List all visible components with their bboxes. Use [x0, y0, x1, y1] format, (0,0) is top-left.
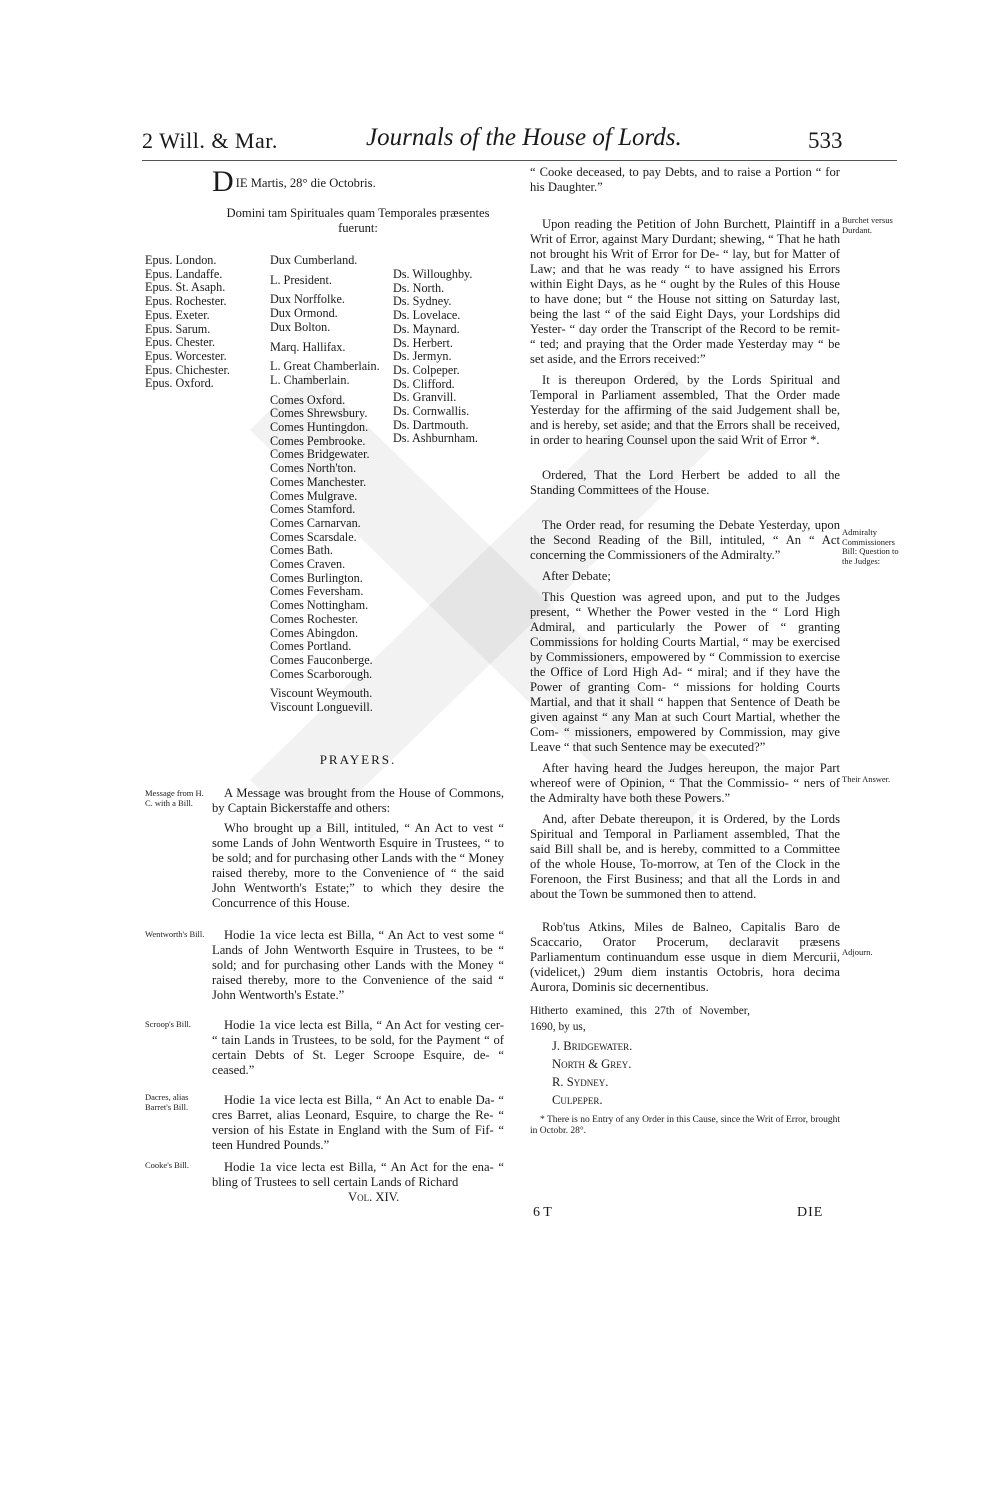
dacres-paragraph: Hodie 1a vice lecta est Billa, “ An Act to enable Da- “ cres Barret, alias Leonard, Esquire, to charge the Re- “ version of his Estate in England with the Sum of Fif- “ teen Hundred Pounds.”	[212, 1093, 504, 1152]
question-paragraph: This Question was agreed upon, and put to the Judges present, “ Whether the Power vested in the “ Lord High Admiral, and particularly the Power of “ granting Commissions for holding Courts Martial, “ may be exercised by Commissioners, empowered by “ Commission to exercise the Office of Lord High Ad- “ miral; and if they have the Power of granting Com- “ missions for holding Courts Martial, and that it shall “ happen that Sentence of Death be given against “ any Man at such Court Martial, whether the Com- “ missioners, empowered by Commission, may give Leave “ that such Sentence may be executed?”	[530, 590, 840, 754]
peer-entry: L. Great Chamberlain.	[270, 359, 380, 374]
baron-entry: Ds. Sydney.	[393, 294, 452, 309]
peer-entry: Viscount Weymouth.	[270, 686, 373, 701]
volume-note: Vol. XIV.	[348, 1190, 400, 1204]
running-head-regnal-year: 2 Will. & Mar.	[142, 128, 278, 153]
bishop-entry: Epus. St. Asaph.	[145, 280, 226, 295]
peer-entry: Dux Bolton.	[270, 319, 331, 334]
bishop-entry: Epus. Chester.	[145, 335, 216, 350]
peer-entry: Comes Bath.	[270, 543, 333, 558]
attendance-list-bishops	[145, 254, 230, 391]
sitting-date-text: IE Martis, 28° die Octobris.	[235, 176, 376, 190]
attendance-heading: Domini tam Spirituales quam Temporales præsentes fuerunt:	[226, 206, 490, 235]
peer-entry: Comes Mulgrave.	[270, 488, 358, 503]
header-rule	[142, 160, 897, 161]
peer-entry: Comes Burlington.	[270, 570, 363, 585]
peer-entry: Comes Pembrooke.	[270, 433, 366, 448]
bishop-entry: Epus. Oxford.	[145, 376, 214, 391]
after-debate: After Debate;	[542, 569, 611, 583]
margin-note-admiralty: Admiralty Commissioners Bill: Question to the Judges:	[842, 527, 899, 566]
peer-entry: Comes Bridgewater.	[270, 447, 370, 462]
attendance-list-barons	[393, 268, 478, 446]
bishop-entry: Epus. Rochester.	[145, 294, 227, 309]
baron-entry: Ds. Jermyn.	[393, 349, 452, 364]
peer-entry: Comes Huntingdon.	[270, 420, 369, 435]
cooke-continuation: “ Cooke deceased, to pay Debts, and to raise a Portion “ for his Daughter.”	[530, 165, 840, 194]
bishop-entry: Epus. Sarum.	[145, 321, 211, 336]
judges-paragraph: After having heard the Judges hereupon, the major Part whereof were of Opinion, “ That the Commissio- “ ners of the Admiralty have both these Powers.”	[530, 761, 840, 805]
message-paragraph-2: Who brought up a Bill, intituled, “ An Act to vest “ some Lands of John Wentworth Esquire in Trustees, “ to be sold; and for purchasing other Lands with the “ Money raised thereby, more to the Convenience of “ the said John Wentworth's Estate;” to which they desire the Concurrence of this House.	[212, 821, 504, 910]
entry-dacres	[212, 1093, 504, 1158]
margin-note-message: Message from H. C. with a Bill.	[145, 788, 204, 808]
peer-entry: Comes Stamford.	[270, 502, 356, 517]
page-number: 533	[808, 128, 843, 153]
peer-entry: Comes Portland.	[270, 639, 352, 654]
margin-note-wentworth: Wentworth's Bill.	[145, 929, 205, 939]
signatory: North & Grey.	[552, 1057, 632, 1071]
entry-scroop	[212, 1018, 504, 1083]
attendance-list-peers	[270, 254, 380, 715]
baron-entry: Ds. Willoughby.	[393, 267, 473, 281]
peer-entry: Comes Craven.	[270, 557, 346, 572]
baron-entry: Ds. Clifford.	[393, 376, 455, 391]
baron-entry: Ds. Herbert.	[393, 335, 453, 350]
peer-entry: Comes North'ton.	[270, 461, 357, 476]
peer-entry: Marq. Hallifax.	[270, 339, 346, 354]
margin-note-burchett: Burchet versus Durdant.	[842, 215, 893, 235]
peer-entry: Comes Nottingham.	[270, 598, 369, 613]
bishop-entry: Epus. Exeter.	[145, 307, 210, 322]
peer-entry: Comes Shrewsbury.	[270, 406, 368, 421]
signatory: Culpeper.	[552, 1093, 603, 1107]
order-read-paragraph: The Order read, for resuming the Debate Yesterday, upon the Second Reading of the Bill, intituled, “ An “ Act concerning the Commissioners of the Admiralty.”	[530, 518, 840, 562]
cooke-paragraph: Hodie 1a vice lecta est Billa, “ An Act for the ena- “ bling of Trustees to sell certain Lands of Richard	[212, 1160, 504, 1189]
peer-entry: Comes Abingdon.	[270, 625, 359, 640]
margin-note-dacres: Dacres, alias Barret's Bill.	[145, 1092, 189, 1112]
peer-entry: L. President.	[270, 272, 332, 287]
baron-entry: Ds. Lovelace.	[393, 308, 461, 323]
signatories	[530, 1037, 840, 1109]
running-head-title: Journals of the House of Lords.	[366, 124, 682, 151]
bishop-entry: Epus. Landaffe.	[145, 266, 223, 281]
margin-note-answer: Their Answer.	[842, 774, 891, 784]
peer-entry: Comes Feversham.	[270, 584, 364, 599]
peer-entry: Viscount Longuevill.	[270, 700, 373, 715]
ordered-paragraph: It is thereupon Ordered, by the Lords Spiritual and Temporal in Parliament assembled, That the Order made Yesterday for the affirming of the said Judgement shall be, and is hereby, set aside; and that the Errors shall be received, in order to hearing Counsel upon the said Writ of Error *.	[530, 373, 840, 447]
baron-entry: Ds. Cornwallis.	[393, 404, 470, 419]
herbert-paragraph: Ordered, That the Lord Herbert be added to all the Standing Committees of the House.	[530, 468, 840, 497]
catchword: DIE	[797, 1205, 824, 1220]
examined-line: Hitherto examined, this 27th of November, 1690, by us,	[530, 1005, 750, 1033]
peer-entry: Comes Scarborough.	[270, 666, 373, 681]
peer-entry: Comes Carnarvan.	[270, 515, 361, 530]
entry-message	[212, 786, 504, 916]
margin-note-adjourn: Adjourn.	[842, 947, 873, 957]
baron-entry: Ds. Dartmouth.	[393, 417, 469, 432]
margin-note-scroop: Scroop's Bill.	[145, 1019, 191, 1029]
adjourn-paragraph: Rob'tus Atkins, Miles de Balneo, Capitalis Baro de Scaccario, Orator Procerum, declaravit præsens Parliamentum continuandum esse usque in diem Mercurii, (videlicet,) 29um diem instantis Octobris, hora decima Aurora, Dominis sic decernentibus.	[530, 920, 840, 994]
baron-entry: Ds. North.	[393, 280, 445, 295]
scroop-paragraph: Hodie 1a vice lecta est Billa, “ An Act for vesting cer- “ tain Lands in Trustees, to be sold, for the Payment “ of certain Debts of St. Leger Scroope Esquire, de- “ ceased.”	[212, 1018, 504, 1077]
baron-entry: Ds. Ashburnham.	[393, 431, 478, 446]
message-paragraph: A Message was brought from the House of Commons, by Captain Bickerstaffe and others:	[212, 786, 504, 815]
peer-entry: Dux Ormond.	[270, 306, 338, 321]
footnote: * There is no Entry of any Order in this Cause, since the Writ of Error, brought in Octobr. 28°.	[530, 1115, 840, 1136]
peer-entry: Comes Fauconberge.	[270, 652, 373, 667]
sitting-date	[212, 165, 504, 198]
peer-entry: Comes Rochester.	[270, 611, 359, 626]
burchett-paragraph: Upon reading the Petition of John Burchett, Plaintiff in a Writ of Error, against Mary Durdant; shewing, “ That he hath not brought his Writ of Error for De- “ lay, but for Matter of Law; and that he was ready “ to have assigned his Errors within Eight Days, as he “ ought by the Rules of this House to have done; but “ the House not sitting on Saturday last, being the last “ of the said Eight Days, your Lordships did Yester- “ day order the Transcript of the Record to be remit- “ ted; and praying that the Order made Yesterday may “ be set aside, and the Errors received:”	[530, 217, 840, 366]
prayers-heading: PRAYERS.	[319, 752, 397, 767]
entry-wentworth	[212, 928, 504, 1008]
peer-entry: Comes Oxford.	[270, 392, 346, 407]
left-column-head	[212, 165, 504, 250]
peer-entry: L. Chamberlain.	[270, 372, 350, 387]
committed-paragraph: And, after Debate thereupon, it is Ordered, by the Lords Spiritual and Temporal in Parliament assembled, That the said Bill shall be, and is hereby, committed to a Committee of the whole House, To-morrow, at Ten of the Clock in the Forenoon, the First Business; and that all the Lords in and about the Town be summoned then to attend.	[530, 812, 840, 901]
bishop-entry: Epus. London.	[145, 253, 217, 267]
wentworth-paragraph: Hodie 1a vice lecta est Billa, “ An Act to vest some “ Lands of John Wentworth Esquire in Trustees, to be “ sold; and for purchasing other Lands with the Money “ raised thereby, more to the Convenience of the said “ John Wentworth's Estate.”	[212, 928, 504, 1002]
bishop-entry: Epus. Worcester.	[145, 348, 227, 363]
margin-note-cooke: Cooke's Bill.	[145, 1160, 190, 1170]
signature-mark: 6 T	[533, 1205, 552, 1220]
peer-entry: Dux Cumberland.	[270, 253, 358, 267]
signatory: J. Bridgewater.	[552, 1039, 633, 1053]
peer-entry: Comes Scarsdale.	[270, 529, 357, 544]
peer-entry: Comes Manchester.	[270, 474, 367, 489]
drop-capital: D	[212, 165, 234, 198]
signatory: R. Sydney.	[552, 1075, 609, 1089]
baron-entry: Ds. Maynard.	[393, 321, 460, 336]
right-column	[530, 165, 840, 1143]
baron-entry: Ds. Granvill.	[393, 390, 457, 405]
peer-entry: Dux Norffolke.	[270, 292, 345, 307]
baron-entry: Ds. Colpeper.	[393, 362, 460, 377]
bishop-entry: Epus. Chichester.	[145, 362, 230, 377]
